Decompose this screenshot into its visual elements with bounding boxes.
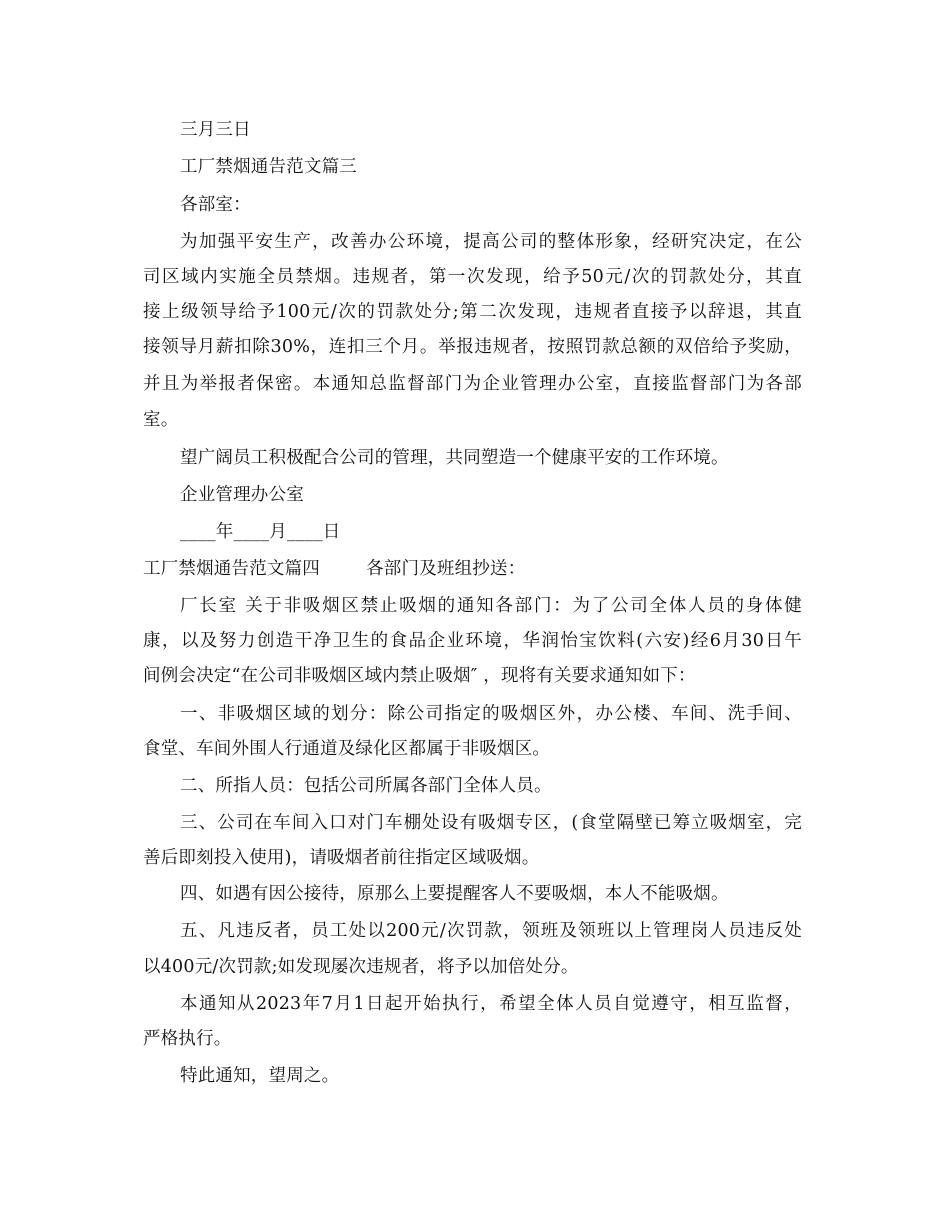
paragraph-3a-line-5: 并且为举报者保密。本通知总监督部门为企业管理办公室，直接监督部门为各部 (143, 374, 802, 394)
list-item-3-line-1: 三、公司在车间入口对门车棚处设有吸烟专区，(食堂隔壁已筹立吸烟室，完 (180, 813, 802, 833)
paragraph-3a-line-3: 接上级领导给予100元/次的罚款处分;第二次发现，违规者直接予以辞退，其直 (143, 302, 802, 322)
list-item-5-line-2: 以400元/次罚款;如发现屡次违规者，将予以加倍处分。 (143, 957, 579, 977)
closing-4: 特此通知，望周之。 (180, 1066, 340, 1086)
salutation-3: 各部室： (180, 195, 251, 215)
list-item-2: 二、所指人员：包括公司所属各部门全体人员。 (180, 776, 552, 796)
date-blank-3: ____年____月____日 (180, 522, 341, 542)
section-title-3: 工厂禁烟通告范文篇三 (180, 157, 357, 177)
paragraph-4b-line-1: 本通知从2023年7月1日起开始执行，希望全体人员自觉遵守，相互监督， (180, 994, 802, 1014)
list-item-1-line-2: 食堂、车间外围人行通道及绿化区都属于非吸烟区。 (143, 739, 551, 759)
list-item-5-line-1: 五、凡违反者，员工处以200元/次罚款，领班及领班以上管理岗人员违反处 (180, 921, 802, 941)
paragraph-3a-line-6: 室。 (143, 410, 179, 430)
paragraph-4a-line-1: 厂长室 关于非吸烟区禁止吸烟的通知各部门：为了公司全体人员的身体健 (180, 596, 802, 616)
signature-3: 企业管理办公室 (180, 485, 304, 505)
paragraph-3a-line-2: 司区域内实施全员禁烟。违规者，第一次发现，给予50元/次的罚款处分，其直 (143, 267, 802, 287)
paragraph-4b-line-2: 严格执行。 (143, 1029, 232, 1049)
list-item-4: 四、如遇有因公接待，原那么上要提醒客人不要吸烟，本人不能吸烟。 (180, 884, 729, 904)
paragraph-3b: 望广阔员工积极配合公司的管理，共同塑造一个健康平安的工作环境。 (180, 448, 729, 468)
paragraph-4a-line-2: 康，以及努力创造干净卫生的食品企业环境，华润怡宝饮料(六安)经6月30日午 (143, 631, 802, 651)
paragraph-4a-line-3: 间例会决定“在公司非吸烟区域内禁止吸烟″ ，现将有关要求通知如下： (143, 666, 696, 686)
list-item-1-line-1: 一、非吸烟区域的划分：除公司指定的吸烟区外，办公楼、车间、洗手间、 (180, 704, 802, 724)
date-line: 三月三日 (180, 120, 251, 140)
list-item-3-line-2: 善后即刻投入使用)，请吸烟者前往指定区域吸烟。 (143, 848, 540, 868)
paragraph-3a-line-4: 接领导月薪扣除30%，连扣三个月。举报违规者，按照罚款总额的双倍给予奖励， (143, 337, 802, 357)
section-title-4: 工厂禁烟通告范文篇四 各部门及班组抄送： (143, 559, 526, 579)
paragraph-3a-line-1: 为加强平安生产，改善办公环境，提高公司的整体形象，经研究决定，在公 (180, 232, 802, 252)
